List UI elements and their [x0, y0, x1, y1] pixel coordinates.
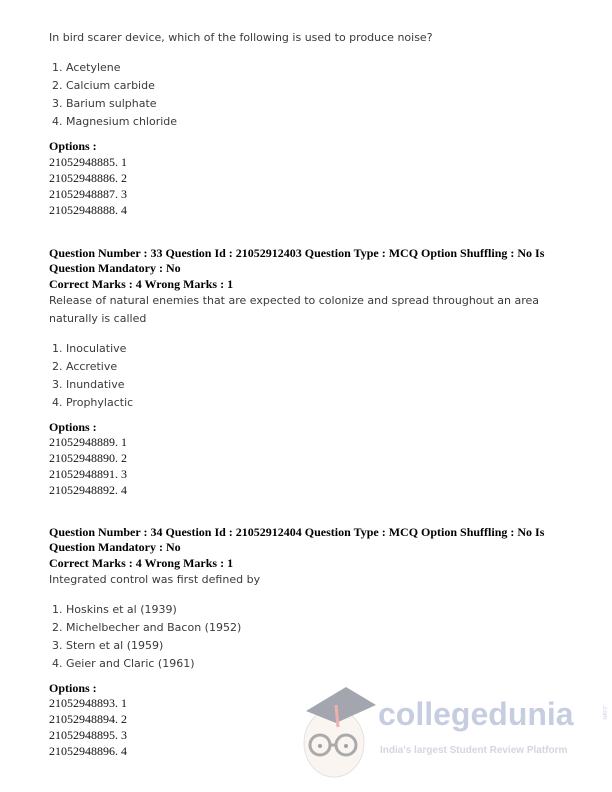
choice: 3. Barium sulphate — [52, 97, 157, 110]
choice: 1. Hoskins et al (1939) — [52, 602, 177, 616]
option-id: 21052948887. 3 — [49, 186, 127, 201]
option-id: 21052948893. 1 — [49, 696, 127, 710]
option-id: 21052948891. 3 — [49, 467, 127, 481]
option-id: 21052948885. 1 — [49, 154, 127, 169]
marks-line: Correct Marks : 4 Wrong Marks : 1 — [49, 556, 234, 570]
choice: 4. Prophylactic — [52, 395, 134, 409]
option-id: 21052948895. 3 — [49, 728, 127, 742]
option-id: 21052948896. 4 — [49, 744, 127, 758]
option-id: 21052948886. 2 — [49, 170, 127, 185]
option-id: 21052948890. 2 — [49, 451, 127, 465]
marks-line: Correct Marks : 4 Wrong Marks : 1 — [49, 277, 234, 291]
choice: 2. Calcium carbide — [52, 79, 155, 92]
option-id: 21052948888. 4 — [49, 202, 127, 217]
question-text: Release of natural enemies that are expected to colonize and spread throughout an area naturally is called — [49, 293, 540, 325]
option-id: 21052948892. 4 — [49, 483, 127, 497]
question-33 — [49, 246, 569, 498]
choice: 2. Michelbecher and Bacon (1952) — [52, 620, 242, 634]
option-ids — [49, 434, 569, 498]
choice: 1. Inoculative — [52, 341, 127, 355]
choice-list — [52, 601, 569, 673]
choice: 4. Magnesium chloride — [52, 115, 178, 128]
choice: 3. Stern et al (1959) — [52, 638, 164, 652]
option-ids — [49, 154, 569, 218]
choice: 3. Inundative — [52, 377, 125, 391]
options-label: Options : — [49, 419, 97, 434]
watermark-brand: collegedunia — [378, 696, 574, 732]
question-header: Question Number : 34 Question Id : 21052912404 Question Type : MCQ Option Shuffling : No Is Question Mandatory : No — [49, 525, 545, 554]
option-id: 21052948894. 2 — [49, 712, 127, 726]
choice-list — [52, 59, 569, 131]
question-header: Question Number : 33 Question Id : 21052912403 Question Type : MCQ Option Shuffling : No Is Question Mandatory : No — [49, 246, 545, 275]
choice: 2. Accretive — [52, 359, 118, 373]
option-id: 21052948889. 1 — [49, 435, 127, 449]
choice: 1. Acetylene — [52, 61, 121, 74]
choice: 4. Geier and Claric (1961) — [52, 656, 195, 670]
options-label: Options : — [49, 139, 97, 153]
watermark-dotcom: .com — [601, 705, 608, 720]
question-text: In bird scarer device, which of the following is used to produce noise? — [49, 31, 433, 44]
mascot-logo-icon — [296, 683, 380, 783]
choice-list — [52, 340, 569, 412]
question-text: Integrated control was first defined by — [49, 572, 261, 586]
question-32 — [49, 29, 569, 218]
options-label: Options : — [49, 680, 97, 695]
watermark-tagline: India's largest Student Review Platform — [380, 745, 568, 756]
collegedunia-watermark — [296, 683, 612, 783]
